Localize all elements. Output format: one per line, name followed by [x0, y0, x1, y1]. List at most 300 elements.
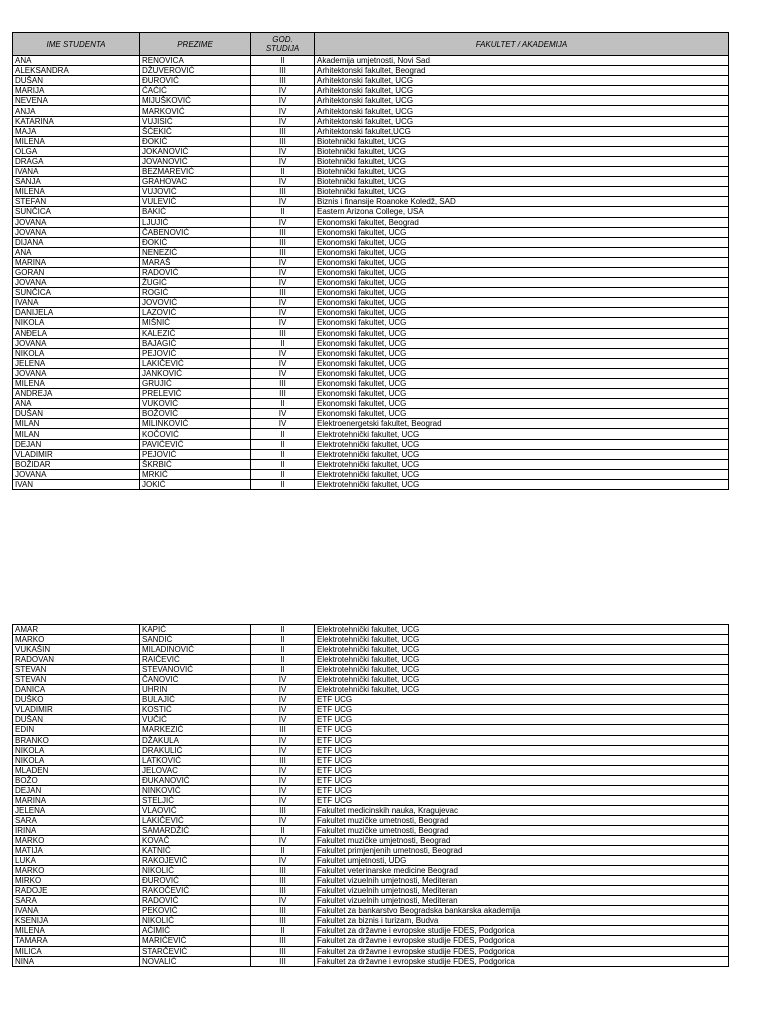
table-row: [13, 725, 729, 735]
student-name-cell: BOŽO: [13, 775, 140, 785]
surname-cell: VUKOVIĆ: [140, 399, 251, 409]
student-name-cell: NIKOLA: [13, 318, 140, 328]
faculty-cell: ETF UCG: [315, 765, 729, 775]
table-row: [13, 449, 729, 459]
table-row: [13, 645, 729, 655]
faculty-cell: Fakultet za državne i evropske studije FDES, Podgorica: [315, 926, 729, 936]
surname-cell: PAVIĆEVIĆ: [140, 439, 251, 449]
surname-cell: MIJUŠKOVIĆ: [140, 96, 251, 106]
table-row: [13, 126, 729, 136]
student-name-cell: NIKOLA: [13, 745, 140, 755]
faculty-cell: Ekonomski fakultet, UCG: [315, 379, 729, 389]
table-row: [13, 368, 729, 378]
students-table-2: [12, 624, 729, 967]
study-year-cell: II: [251, 469, 315, 479]
study-year-cell: II: [251, 635, 315, 645]
faculty-cell: Akademija umjetnosti, Novi Sad: [315, 56, 729, 66]
surname-cell: BAJAGIĆ: [140, 338, 251, 348]
student-name-cell: MILENA: [13, 379, 140, 389]
study-year-cell: III: [251, 247, 315, 257]
table-row: [13, 439, 729, 449]
table-row: [13, 237, 729, 247]
student-name-cell: IRINA: [13, 825, 140, 835]
faculty-cell: Ekonomski fakultet, UCG: [315, 298, 729, 308]
student-name-cell: IVANA: [13, 298, 140, 308]
study-year-cell: IV: [251, 675, 315, 685]
study-year-cell: IV: [251, 896, 315, 906]
table-row: [13, 785, 729, 795]
surname-cell: BOŽOVIĆ: [140, 409, 251, 419]
study-year-cell: II: [251, 825, 315, 835]
student-name-cell: MAJA: [13, 126, 140, 136]
student-name-cell: VLADIMIR: [13, 449, 140, 459]
student-name-cell: EDIN: [13, 725, 140, 735]
header-study-year: GOD. STUDIJA: [251, 33, 315, 56]
student-name-cell: OLGA: [13, 146, 140, 156]
table-row: [13, 886, 729, 896]
table-row: [13, 348, 729, 358]
study-year-cell: III: [251, 936, 315, 946]
student-name-cell: MARINA: [13, 795, 140, 805]
faculty-cell: Elektrotehnički fakultet, UCG: [315, 459, 729, 469]
student-name-cell: ANA: [13, 56, 140, 66]
student-name-cell: SUNČICA: [13, 288, 140, 298]
faculty-cell: ETF UCG: [315, 745, 729, 755]
table-row: [13, 187, 729, 197]
study-year-cell: IV: [251, 156, 315, 166]
faculty-cell: Arhitektonski fakultet, UCG: [315, 116, 729, 126]
faculty-cell: Elektrotehnički fakultet, UCG: [315, 479, 729, 489]
faculty-cell: Fakultet medicinskih nauka, Kragujevac: [315, 805, 729, 815]
surname-cell: VULEVIĆ: [140, 197, 251, 207]
faculty-cell: Fakultet muzičke umjetnosti, Beograd: [315, 835, 729, 845]
table-row: [13, 288, 729, 298]
student-name-cell: STEVAN: [13, 665, 140, 675]
surname-cell: ČABENOVIĆ: [140, 227, 251, 237]
surname-cell: JELOVAC: [140, 765, 251, 775]
table-row: [13, 358, 729, 368]
study-year-cell: II: [251, 167, 315, 177]
faculty-cell: Ekonomski fakultet, UCG: [315, 338, 729, 348]
study-year-cell: II: [251, 926, 315, 936]
study-year-cell: III: [251, 66, 315, 76]
table-row: [13, 866, 729, 876]
faculty-cell: ETF UCG: [315, 795, 729, 805]
student-name-cell: MATIJA: [13, 846, 140, 856]
table-row: [13, 745, 729, 755]
faculty-cell: Biotehnički fakultet, UCG: [315, 146, 729, 156]
table-row: [13, 479, 729, 489]
study-year-cell: III: [251, 725, 315, 735]
surname-cell: ČANOVIĆ: [140, 675, 251, 685]
faculty-cell: ETF UCG: [315, 735, 729, 745]
table-row: [13, 675, 729, 685]
student-name-cell: JOVANA: [13, 469, 140, 479]
surname-cell: ĐUROVIĆ: [140, 76, 251, 86]
surname-cell: VLAOVIĆ: [140, 805, 251, 815]
surname-cell: JOKANOVIĆ: [140, 146, 251, 156]
table-row: [13, 765, 729, 775]
student-name-cell: KATARINA: [13, 116, 140, 126]
study-year-cell: II: [251, 439, 315, 449]
header-surname: PREZIME: [140, 33, 251, 56]
faculty-cell: Ekonomski fakultet, UCG: [315, 278, 729, 288]
surname-cell: RAIČEVIĆ: [140, 655, 251, 665]
faculty-cell: Arhitektonski fakultet, UCG: [315, 86, 729, 96]
table-row: [13, 429, 729, 439]
faculty-cell: Ekonomski fakultet, UCG: [315, 389, 729, 399]
study-year-cell: IV: [251, 745, 315, 755]
surname-cell: BAKIĆ: [140, 207, 251, 217]
student-name-cell: DANICA: [13, 685, 140, 695]
study-year-cell: IV: [251, 348, 315, 358]
table-row: [13, 257, 729, 267]
surname-cell: NIKOLIĆ: [140, 866, 251, 876]
table-row: [13, 96, 729, 106]
faculty-cell: Fakultet vizuelnih umjetnosti, Mediteran: [315, 896, 729, 906]
study-year-cell: IV: [251, 835, 315, 845]
study-year-cell: IV: [251, 685, 315, 695]
study-year-cell: IV: [251, 419, 315, 429]
surname-cell: VUČIĆ: [140, 715, 251, 725]
student-name-cell: SARA: [13, 896, 140, 906]
surname-cell: MRKIĆ: [140, 469, 251, 479]
student-name-cell: DRAGA: [13, 156, 140, 166]
table-row: [13, 715, 729, 725]
table-row: [13, 665, 729, 675]
surname-cell: ĐOKIĆ: [140, 136, 251, 146]
faculty-cell: Ekonomski fakultet, UCG: [315, 288, 729, 298]
study-year-cell: IV: [251, 815, 315, 825]
faculty-cell: Ekonomski fakultet, UCG: [315, 328, 729, 338]
student-name-cell: DUŠAN: [13, 715, 140, 725]
student-name-cell: DUŠAN: [13, 76, 140, 86]
study-year-cell: IV: [251, 409, 315, 419]
table-row: [13, 318, 729, 328]
study-year-cell: IV: [251, 368, 315, 378]
faculty-cell: Elektrotehnički fakultet, UCG: [315, 685, 729, 695]
faculty-cell: Ekonomski fakultet, UCG: [315, 227, 729, 237]
table-row: [13, 167, 729, 177]
student-name-cell: MILICA: [13, 946, 140, 956]
table-row: [13, 298, 729, 308]
student-name-cell: MARKO: [13, 635, 140, 645]
surname-cell: KOSTIĆ: [140, 705, 251, 715]
faculty-cell: Biotehnički fakultet, UCG: [315, 136, 729, 146]
study-year-cell: IV: [251, 217, 315, 227]
faculty-cell: Fakultet za bankarstvo Beogradska bankarska akademija: [315, 906, 729, 916]
faculty-cell: Ekonomski fakultet, UCG: [315, 308, 729, 318]
faculty-cell: Arhitektonski fakultet, UCG: [315, 106, 729, 116]
surname-cell: MARKEZIĆ: [140, 725, 251, 735]
surname-cell: KAPIĆ: [140, 625, 251, 635]
student-name-cell: ANJA: [13, 106, 140, 116]
surname-cell: MILADINOVIĆ: [140, 645, 251, 655]
student-name-cell: BOŽIDAR: [13, 459, 140, 469]
study-year-cell: IV: [251, 785, 315, 795]
faculty-cell: Ekonomski fakultet, UCG: [315, 237, 729, 247]
study-year-cell: II: [251, 625, 315, 635]
surname-cell: PEJOVIĆ: [140, 449, 251, 459]
student-name-cell: JOVANA: [13, 278, 140, 288]
table-row: [13, 956, 729, 966]
surname-cell: VUJISIĆ: [140, 116, 251, 126]
study-year-cell: III: [251, 886, 315, 896]
table-row: [13, 775, 729, 785]
student-name-cell: SANJA: [13, 177, 140, 187]
faculty-cell: Ekonomski fakultet, UCG: [315, 409, 729, 419]
faculty-cell: Ekonomski fakultet, UCG: [315, 348, 729, 358]
surname-cell: ĐOKIĆ: [140, 237, 251, 247]
header-faculty: FAKULTET / AKADEMIJA: [315, 33, 729, 56]
table-row: [13, 66, 729, 76]
surname-cell: MARAŠ: [140, 257, 251, 267]
study-year-cell: IV: [251, 298, 315, 308]
surname-cell: BEZMAREVIĆ: [140, 167, 251, 177]
study-year-cell: III: [251, 916, 315, 926]
study-year-cell: IV: [251, 146, 315, 156]
faculty-cell: Arhitektonski fakultet, UCG: [315, 96, 729, 106]
surname-cell: RADOVIĆ: [140, 267, 251, 277]
faculty-cell: Fakultet za državne i evropske studije FDES, Podgorica: [315, 946, 729, 956]
surname-cell: JOKIĆ: [140, 479, 251, 489]
table-row: [13, 419, 729, 429]
student-name-cell: JOVANA: [13, 227, 140, 237]
student-name-cell: NINA: [13, 956, 140, 966]
student-name-cell: STEVAN: [13, 675, 140, 685]
table-row: [13, 146, 729, 156]
student-name-cell: NEVENA: [13, 96, 140, 106]
surname-cell: RAKOJEVIĆ: [140, 856, 251, 866]
faculty-cell: Eastern Arizona College, USA: [315, 207, 729, 217]
student-name-cell: MLADEN: [13, 765, 140, 775]
study-year-cell: II: [251, 429, 315, 439]
faculty-cell: Fakultet primjenjenih umetnosti, Beograd: [315, 846, 729, 856]
study-year-cell: II: [251, 449, 315, 459]
surname-cell: JANKOVIĆ: [140, 368, 251, 378]
table-row: [13, 896, 729, 906]
faculty-cell: Fakultet muzičke umetnosti, Beograd: [315, 825, 729, 835]
table-row: [13, 856, 729, 866]
study-year-cell: IV: [251, 116, 315, 126]
table-row: [13, 409, 729, 419]
study-year-cell: III: [251, 328, 315, 338]
study-year-cell: IV: [251, 695, 315, 705]
faculty-cell: ETF UCG: [315, 755, 729, 765]
study-year-cell: IV: [251, 318, 315, 328]
table-row: [13, 177, 729, 187]
surname-cell: DRAKULIĆ: [140, 745, 251, 755]
table-row: [13, 846, 729, 856]
study-year-cell: IV: [251, 775, 315, 785]
table-row: [13, 825, 729, 835]
surname-cell: LAKIČEVIĆ: [140, 358, 251, 368]
table-row: [13, 795, 729, 805]
surname-cell: RADOVIĆ: [140, 896, 251, 906]
study-year-cell: IV: [251, 715, 315, 725]
student-name-cell: DIJANA: [13, 237, 140, 247]
table-row: [13, 946, 729, 956]
student-name-cell: AMAR: [13, 625, 140, 635]
faculty-cell: Ekonomski fakultet, UCG: [315, 257, 729, 267]
study-year-cell: III: [251, 187, 315, 197]
study-year-cell: III: [251, 136, 315, 146]
table-row: [13, 916, 729, 926]
table-row: [13, 805, 729, 815]
study-year-cell: III: [251, 227, 315, 237]
study-year-cell: II: [251, 645, 315, 655]
table-row: [13, 389, 729, 399]
surname-cell: KATNIĆ: [140, 846, 251, 856]
study-year-cell: IV: [251, 358, 315, 368]
table-row: [13, 197, 729, 207]
table-row: [13, 469, 729, 479]
surname-cell: NINKOVIĆ: [140, 785, 251, 795]
surname-cell: MIŠNIĆ: [140, 318, 251, 328]
study-year-cell: IV: [251, 257, 315, 267]
table-row: [13, 267, 729, 277]
table-row: [13, 136, 729, 146]
surname-cell: GRAHOVAC: [140, 177, 251, 187]
faculty-cell: Arhitektonski fakultet, Beograd: [315, 66, 729, 76]
student-name-cell: SARA: [13, 815, 140, 825]
table-row: [13, 207, 729, 217]
table-row: [13, 685, 729, 695]
student-name-cell: IVANA: [13, 167, 140, 177]
surname-cell: PEKOVIĆ: [140, 906, 251, 916]
faculty-cell: Fakultet umjetnosti, UDG: [315, 856, 729, 866]
table-row: [13, 635, 729, 645]
surname-cell: KOVAČ: [140, 835, 251, 845]
student-name-cell: MARKO: [13, 835, 140, 845]
table-row: [13, 936, 729, 946]
student-name-cell: VUKAŠIN: [13, 645, 140, 655]
surname-cell: LAKIČEVIĆ: [140, 815, 251, 825]
study-year-cell: II: [251, 338, 315, 348]
faculty-cell: Fakultet za državne i evropske studije FDES, Podgorica: [315, 956, 729, 966]
surname-cell: NIKOLIĆ: [140, 916, 251, 926]
study-year-cell: IV: [251, 96, 315, 106]
faculty-cell: Elektrotehnički fakultet, UCG: [315, 625, 729, 635]
surname-cell: JOVANOVIĆ: [140, 156, 251, 166]
surname-cell: LAZOVIĆ: [140, 308, 251, 318]
faculty-cell: Biotehnički fakultet, UCG: [315, 187, 729, 197]
student-name-cell: DEJAN: [13, 785, 140, 795]
faculty-cell: Fakultet vizuelnih umjetnosti, Mediteran: [315, 886, 729, 896]
surname-cell: DŽUVEROVIĆ: [140, 66, 251, 76]
surname-cell: MARKOVIĆ: [140, 106, 251, 116]
table-row: [13, 86, 729, 96]
faculty-cell: Ekonomski fakultet, Beograd: [315, 217, 729, 227]
table-row: [13, 926, 729, 936]
header-student-name: IME STUDENTA: [13, 33, 140, 56]
study-year-cell: IV: [251, 795, 315, 805]
surname-cell: DŽAKULA: [140, 735, 251, 745]
surname-cell: MILINKOVIĆ: [140, 419, 251, 429]
surname-cell: PEJOVIĆ: [140, 348, 251, 358]
surname-cell: SAMARDŽIĆ: [140, 825, 251, 835]
study-year-cell: III: [251, 956, 315, 966]
table-header-row: [13, 33, 729, 56]
student-name-cell: NIKOLA: [13, 348, 140, 358]
study-year-cell: III: [251, 126, 315, 136]
table-row: [13, 328, 729, 338]
student-name-cell: ALEKSANDRA: [13, 66, 140, 76]
student-name-cell: JELENA: [13, 805, 140, 815]
faculty-cell: Elektrotehnički fakultet, UCG: [315, 469, 729, 479]
student-name-cell: JOVANA: [13, 338, 140, 348]
faculty-cell: Biznis i finansije Roanoke Koledž, SAD: [315, 197, 729, 207]
student-name-cell: MILENA: [13, 187, 140, 197]
table-row: [13, 735, 729, 745]
faculty-cell: Elektrotehnički fakultet, UCG: [315, 675, 729, 685]
student-name-cell: DEJAN: [13, 439, 140, 449]
table-row: [13, 655, 729, 665]
faculty-cell: Biotehnički fakultet, UCG: [315, 177, 729, 187]
faculty-cell: ETF UCG: [315, 705, 729, 715]
faculty-cell: Elektrotehnički fakultet, UCG: [315, 645, 729, 655]
study-year-cell: IV: [251, 106, 315, 116]
table-row: [13, 876, 729, 886]
surname-cell: ŠKRBIĆ: [140, 459, 251, 469]
table-1-body: [13, 56, 729, 490]
study-year-cell: III: [251, 389, 315, 399]
faculty-cell: Fakultet za biznis i turizam, Budva: [315, 916, 729, 926]
table-row: [13, 247, 729, 257]
surname-cell: ĆAĆIĆ: [140, 86, 251, 96]
faculty-cell: Fakultet muzičke umetnosti, Beograd: [315, 815, 729, 825]
faculty-cell: Elektrotehnički fakultet, UCG: [315, 429, 729, 439]
surname-cell: ŠĆEKIĆ: [140, 126, 251, 136]
study-year-cell: IV: [251, 86, 315, 96]
surname-cell: STEVANOVIĆ: [140, 665, 251, 675]
study-year-cell: III: [251, 866, 315, 876]
study-year-cell: III: [251, 237, 315, 247]
surname-cell: ŽUGIĆ: [140, 278, 251, 288]
table-row: [13, 278, 729, 288]
table-row: [13, 308, 729, 318]
study-year-cell: III: [251, 876, 315, 886]
surname-cell: LJUJIĆ: [140, 217, 251, 227]
surname-cell: ROGIĆ: [140, 288, 251, 298]
table-row: [13, 116, 729, 126]
table-row: [13, 705, 729, 715]
study-year-cell: IV: [251, 197, 315, 207]
surname-cell: PRELEVIĆ: [140, 389, 251, 399]
faculty-cell: ETF UCG: [315, 695, 729, 705]
faculty-cell: Fakultet za državne i evropske studije FDES, Podgorica: [315, 936, 729, 946]
faculty-cell: Elektrotehnički fakultet, UCG: [315, 665, 729, 675]
faculty-cell: ETF UCG: [315, 785, 729, 795]
table-row: [13, 835, 729, 845]
students-table-1: [12, 32, 729, 490]
faculty-cell: Arhitektonski fakultet, UCG: [315, 76, 729, 86]
faculty-cell: ETF UCG: [315, 715, 729, 725]
table-row: [13, 755, 729, 765]
faculty-cell: Biotehnički fakultet, UCG: [315, 156, 729, 166]
surname-cell: UHRIN: [140, 685, 251, 695]
student-name-cell: VLADIMIR: [13, 705, 140, 715]
student-name-cell: LUKA: [13, 856, 140, 866]
surname-cell: BULAJIĆ: [140, 695, 251, 705]
student-name-cell: BRANKO: [13, 735, 140, 745]
faculty-cell: Fakultet vizuelnih umjetnosti, Mediteran: [315, 876, 729, 886]
table-row: [13, 625, 729, 635]
student-name-cell: ANĐELA: [13, 328, 140, 338]
surname-cell: NENEZIĆ: [140, 247, 251, 257]
faculty-cell: Arhitektonski fakultet,UCG: [315, 126, 729, 136]
student-name-cell: RADOJE: [13, 886, 140, 896]
